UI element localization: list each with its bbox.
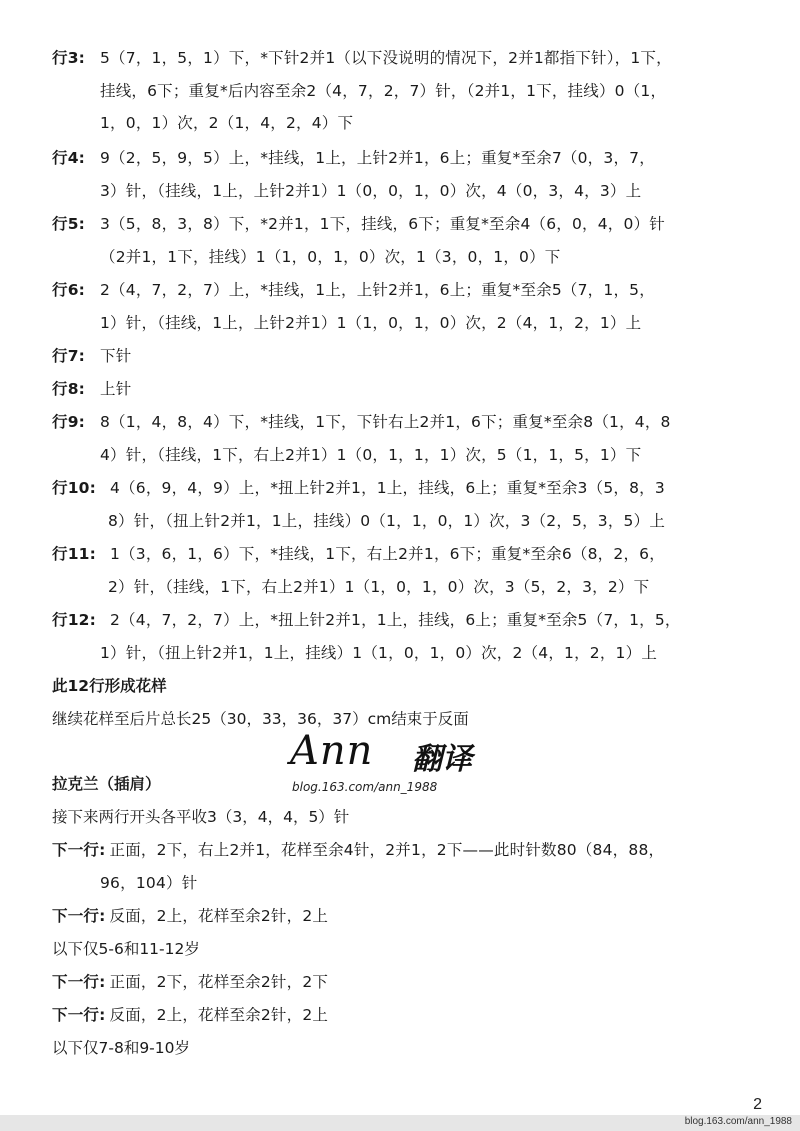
- row-label: 行12:: [52, 611, 97, 629]
- row-text-line1: 上针: [100, 380, 132, 398]
- row-text-line1: 5（7，1，5，1）下，*下针2并1（以下没说明的情况下，2并1都指下针），1下，: [100, 49, 672, 67]
- row-text-line2: 2）针，（挂线，1下，右上2并1）1（1，0，1，0）次，3（5，2，3，2）下: [108, 577, 650, 596]
- section-title-raglan: 拉克兰（插肩）: [52, 775, 161, 793]
- page-number: 2: [753, 1096, 762, 1113]
- row-text-line2: 4）针，（挂线，1下，右上2并1）1（0，1，1，1）次，5（1，1，5，1）下: [100, 445, 642, 464]
- row-text-line1: 4（6，9，4，9）上，*扭上针2并1，1上，挂线，6上；重复*至余3（5，8，3: [110, 479, 665, 497]
- row-text-line2: 1）针，（扭上针2并1，1上，挂线）1（1，0，1，0）次，2（4，1，2，1）上: [100, 643, 658, 662]
- row-text-line1: 9（2，5，9，5）上，*挂线，1上，上针2并1，6上；重复*至余7（0，3，7，: [100, 149, 655, 167]
- row-label: 行10:: [52, 479, 97, 497]
- row-label: 行8:: [52, 380, 86, 398]
- size-note-2: 以下仅7-8和9-10岁: [52, 1039, 190, 1057]
- row-text-line1: 反面，2上，花样至余2针，2上: [109, 1006, 329, 1024]
- row-3: [52, 42, 772, 140]
- row-5: [52, 208, 772, 273]
- raglan-intro: 接下来两行开头各平收3（3，4，4，5）针: [52, 808, 350, 826]
- row-9: [52, 406, 772, 471]
- raglan-row-3: [52, 966, 772, 999]
- row-label: 行4:: [52, 149, 86, 167]
- row-label: 行9:: [52, 413, 86, 431]
- row-label: 下一行:: [52, 841, 106, 859]
- row-label: 下一行:: [52, 973, 106, 991]
- row-text-line2: （2并1，1下，挂线）1（1，0，1，0）次，1（3，0，1，0）下: [100, 247, 561, 266]
- row-text-line1: 下针: [100, 347, 132, 365]
- row-text-line1: 3（5，8，3，8）下，*2并1，1下，挂线，6下；重复*至余4（6，0，4，0）针: [100, 215, 665, 233]
- row-4: [52, 142, 772, 207]
- row-label: 行5:: [52, 215, 86, 233]
- row-text-line2: 8）针，（扭上针2并1，1上，挂线）0（1，1，0，1）次，3（2，5，3，5）上: [108, 511, 666, 530]
- row-10: [52, 472, 772, 537]
- row-text-line1: 正面，2下，花样至余2针，2下: [109, 973, 329, 991]
- row-text-line3: 1，0，1）次，2（1，4，2，4）下: [100, 114, 354, 132]
- pattern-note: 此12行形成花样: [52, 677, 167, 695]
- row-12: [52, 604, 772, 669]
- row-11: [52, 538, 772, 603]
- logo-chinese: 翻译: [412, 742, 472, 777]
- row-8: [52, 373, 772, 406]
- raglan-row-1: [52, 834, 772, 899]
- row-label: 下一行:: [52, 907, 106, 925]
- row-label: 行6:: [52, 281, 86, 299]
- row-text-line1: 反面，2上，花样至余2针，2上: [109, 907, 329, 925]
- row-text-line1: 8（1，4，8，4）下，*挂线，1下，下针右上2并1，6下；重复*至余8（1，4，8: [100, 413, 671, 431]
- row-text-line1: 正面，2下，右上2并1，花样至余4针，2并1，2下——此时针数80（84，88，: [109, 841, 665, 859]
- row-text-line1: 1（3，6，1，6）下，*挂线，1下，右上2并1，6下；重复*至余6（8，2，6，: [110, 545, 665, 563]
- row-label: 下一行:: [52, 1006, 106, 1024]
- row-text-line1: 2（4，7，2，7）上，*挂线，1上，上针2并1，6上；重复*至余5（7，1，5，: [100, 281, 655, 299]
- footer-bar: [0, 1115, 800, 1131]
- ann-translation-logo: [290, 728, 510, 798]
- row-label: 行7:: [52, 347, 86, 365]
- row-7: [52, 340, 772, 373]
- size-note-1: 以下仅5-6和11-12岁: [52, 940, 200, 958]
- continue-note: 继续花样至后片总长25（30，33，36，37）cm结束于反面: [52, 710, 469, 728]
- logo-url: blog.163.com/ann_1988: [292, 780, 438, 794]
- raglan-row-4: [52, 999, 772, 1032]
- row-text-line1: 2（4，7，2，7）上，*扭上针2并1，1上，挂线，6上；重复*至余5（7，1，5，: [110, 611, 681, 629]
- row-6: [52, 274, 772, 339]
- row-text-line2: 3）针，（挂线，1上，上针2并1）1（0，0，1，0）次，4（0，3，4，3）上: [100, 181, 642, 200]
- raglan-row-2: [52, 900, 772, 933]
- logo-word: Ann: [290, 728, 374, 774]
- row-text-line2: 96，104）针: [100, 873, 198, 892]
- row-label: 行3:: [52, 49, 86, 67]
- footer-url: blog.163.com/ann_1988: [684, 1116, 792, 1127]
- row-text-line2: 1）针，（挂线，1上，上针2并1）1（1，0，1，0）次，2（4，1，2，1）上: [100, 313, 642, 332]
- row-label: 行11:: [52, 545, 97, 563]
- row-text-line2: 挂线，6下；重复*后内容至余2（4，7，2，7）针，（2并1，1下，挂线）0（1，: [100, 81, 667, 100]
